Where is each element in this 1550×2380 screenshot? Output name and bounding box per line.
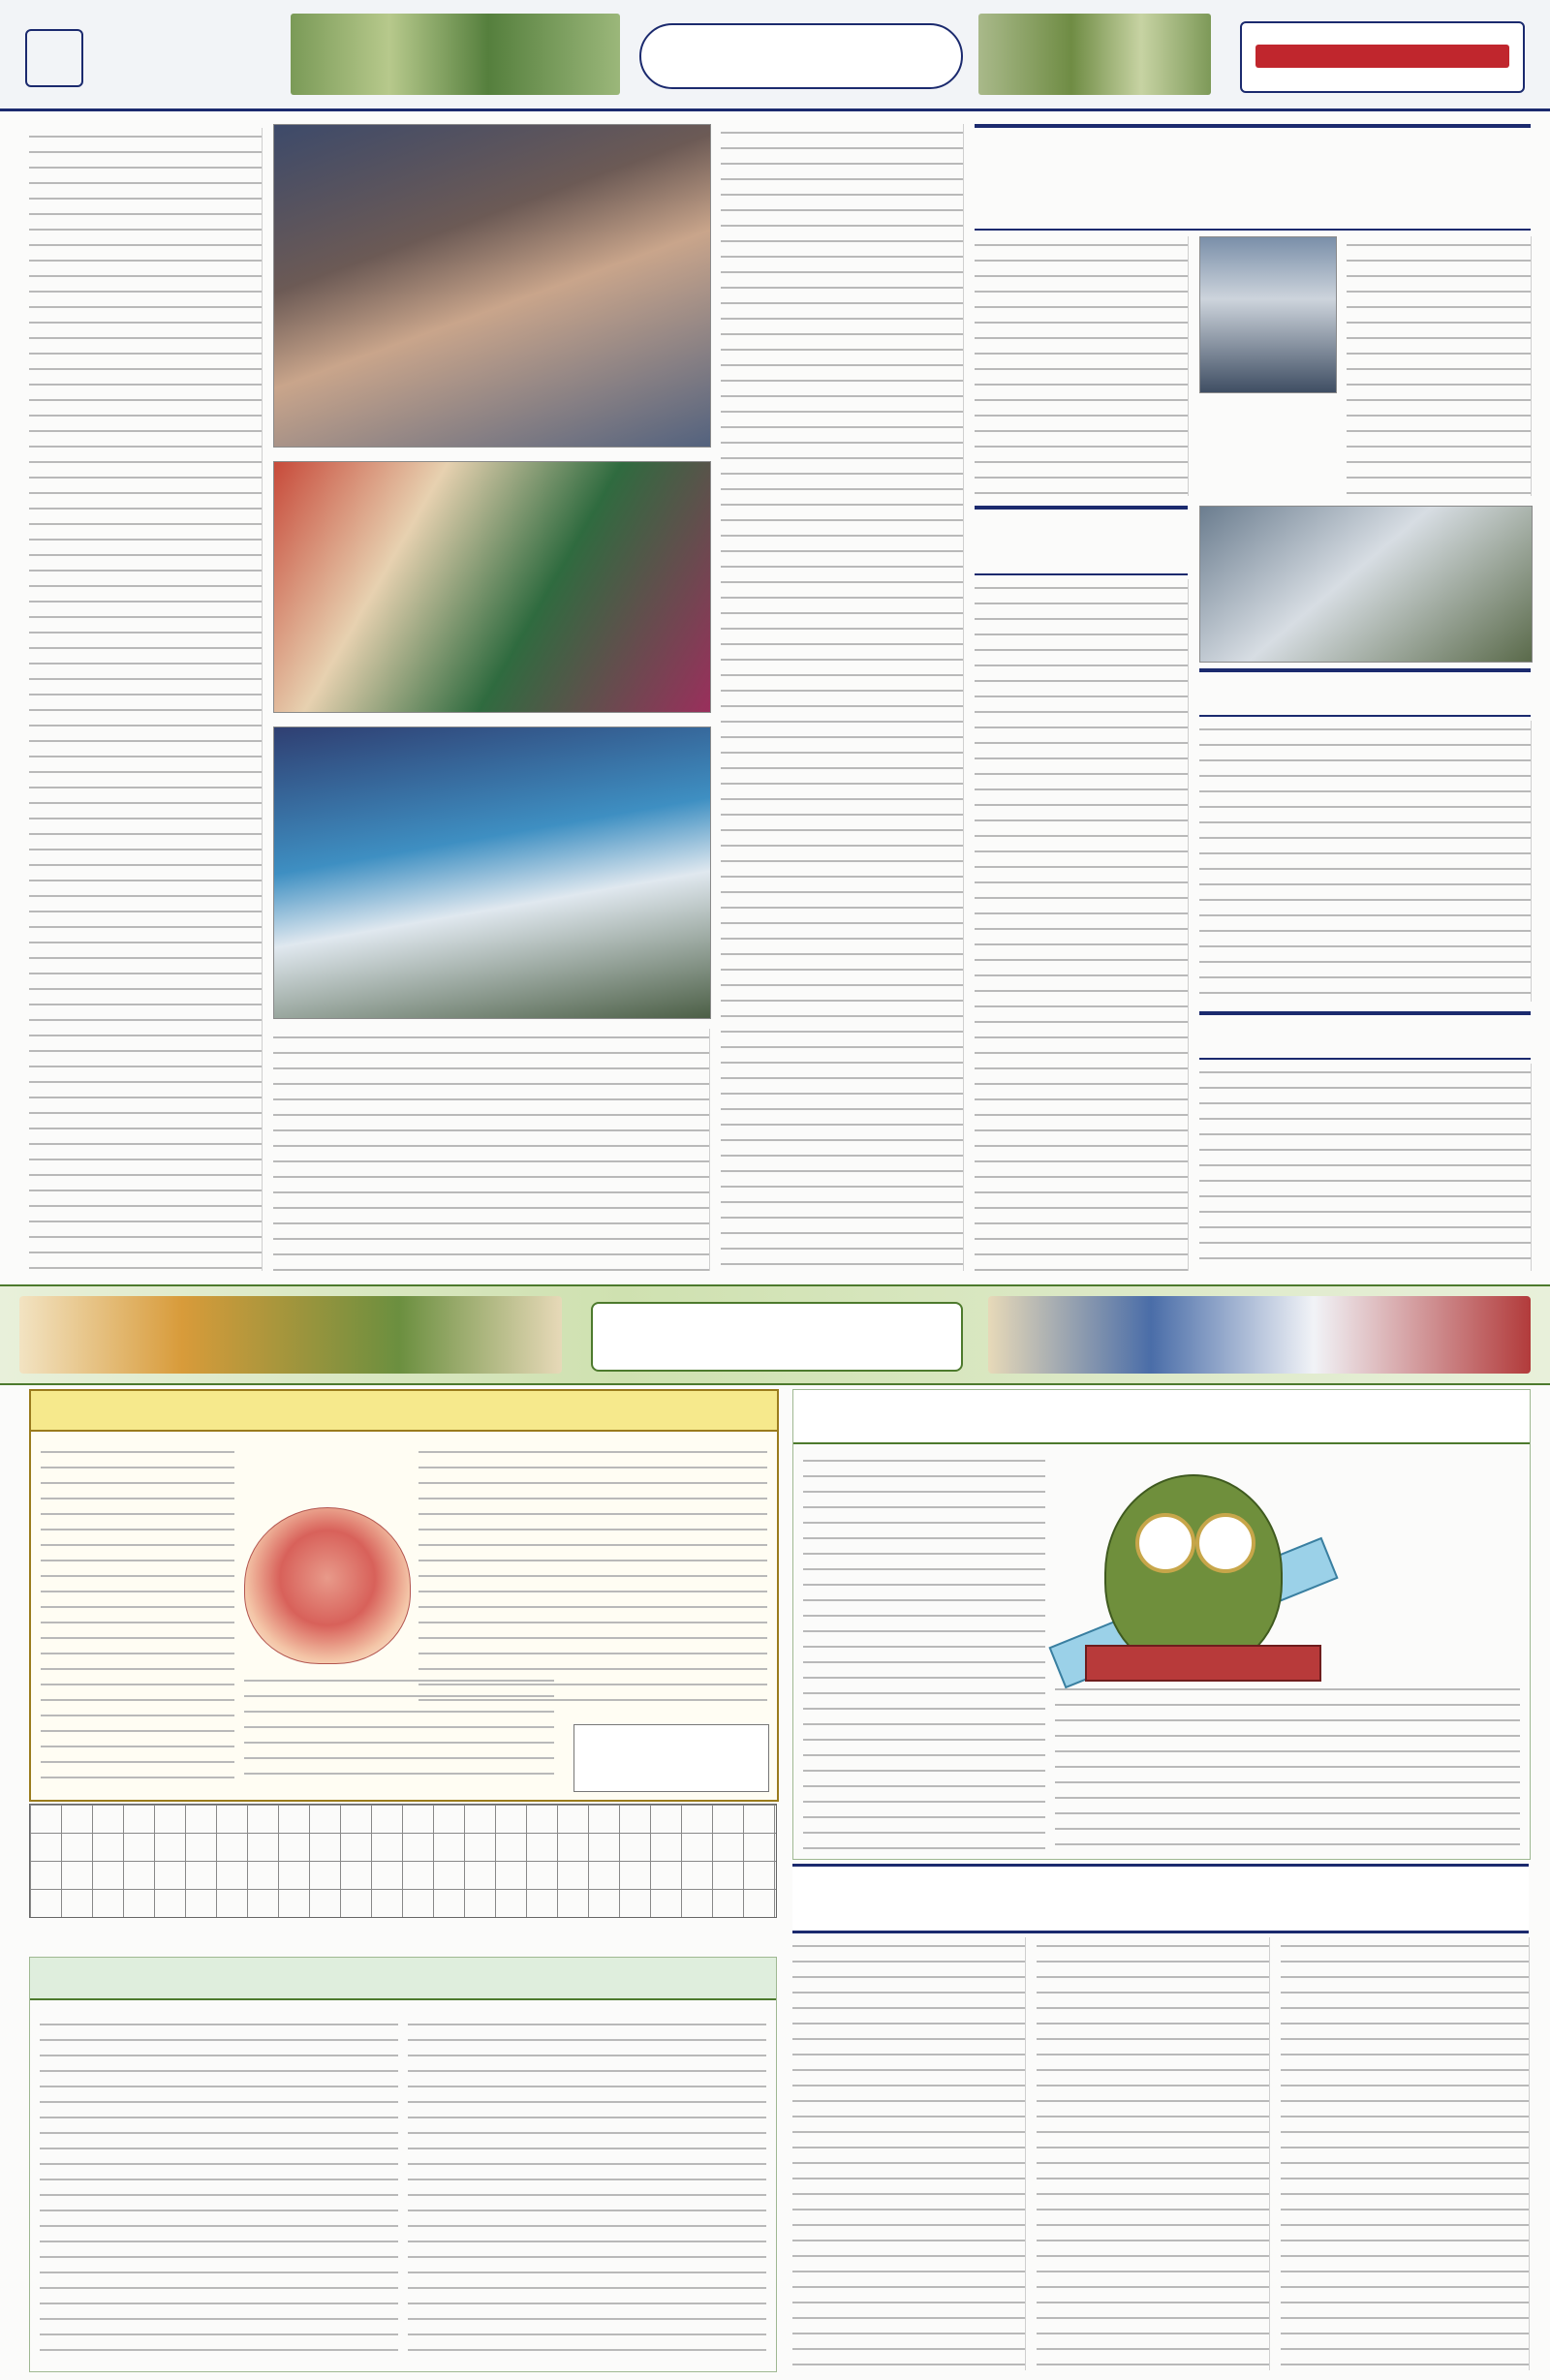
masthead-photo-strip-right — [978, 14, 1211, 95]
news-photo-rally-3 — [273, 726, 711, 1019]
news-column-6 — [1199, 721, 1532, 1002]
previous-answer-key — [574, 1724, 769, 1792]
class-nine-ten-column-3 — [1281, 1937, 1530, 2370]
owl-left-eye — [1135, 1513, 1195, 1573]
medical-admission-questions-right — [418, 1443, 767, 1715]
headline-prayer — [975, 506, 1188, 575]
medical-admission-title — [31, 1391, 777, 1432]
education-section-title — [591, 1302, 963, 1372]
headline-fire — [1199, 1011, 1531, 1060]
news-column-7 — [1199, 1064, 1532, 1271]
headline-charity — [1199, 668, 1531, 717]
date-line — [93, 33, 277, 79]
medical-admission-prep — [29, 1389, 779, 1802]
class-five-prep-title — [793, 1390, 1530, 1444]
masthead-photo-strip-left — [291, 14, 620, 95]
page-number — [25, 29, 83, 87]
education-section-banner — [0, 1284, 1550, 1385]
education-banner-photo-right — [988, 1296, 1531, 1374]
medical-admission-questions-left — [41, 1443, 234, 1788]
news-column-1 — [29, 128, 263, 1271]
news-column-3 — [975, 236, 1189, 496]
class-nine-ten-column-2 — [1037, 1937, 1270, 2370]
news-column-4 — [1347, 236, 1532, 496]
masthead — [0, 0, 1550, 111]
answer-grid-table — [29, 1804, 777, 1918]
class-five-measurement-questions — [1055, 1681, 1520, 1849]
owl-with-ruler-illustration — [1046, 1445, 1337, 1678]
owl-body — [1104, 1474, 1283, 1672]
logo-mark — [1256, 45, 1509, 68]
commissioner-portrait-photo — [1199, 236, 1337, 393]
education-banner-photo-left — [19, 1296, 562, 1374]
ssc-prep-title — [30, 1958, 776, 2000]
digestive-system-illustration — [244, 1507, 411, 1664]
news-photo-rally-1 — [273, 124, 711, 448]
ssc-bangla-first-paper-right — [408, 2016, 766, 2361]
book-shape — [1085, 1645, 1321, 1682]
news-column-2 — [721, 124, 964, 1271]
section-title — [639, 23, 963, 89]
owl-right-eye — [1195, 1513, 1256, 1573]
class-five-math-questions — [803, 1452, 1045, 1849]
charity-event-photo — [1199, 506, 1533, 663]
news-column-5 — [975, 579, 1189, 1271]
news-column-caption — [273, 1029, 710, 1271]
ssc-prep-section — [29, 1957, 777, 2372]
paper-logo — [1240, 21, 1525, 93]
class-nine-ten-column-1 — [792, 1937, 1026, 2370]
ssc-bangla-first-paper-left — [40, 2016, 398, 2361]
headline-award — [975, 124, 1531, 231]
news-photo-rally-2 — [273, 461, 711, 713]
class-nine-ten-title — [792, 1864, 1529, 1933]
